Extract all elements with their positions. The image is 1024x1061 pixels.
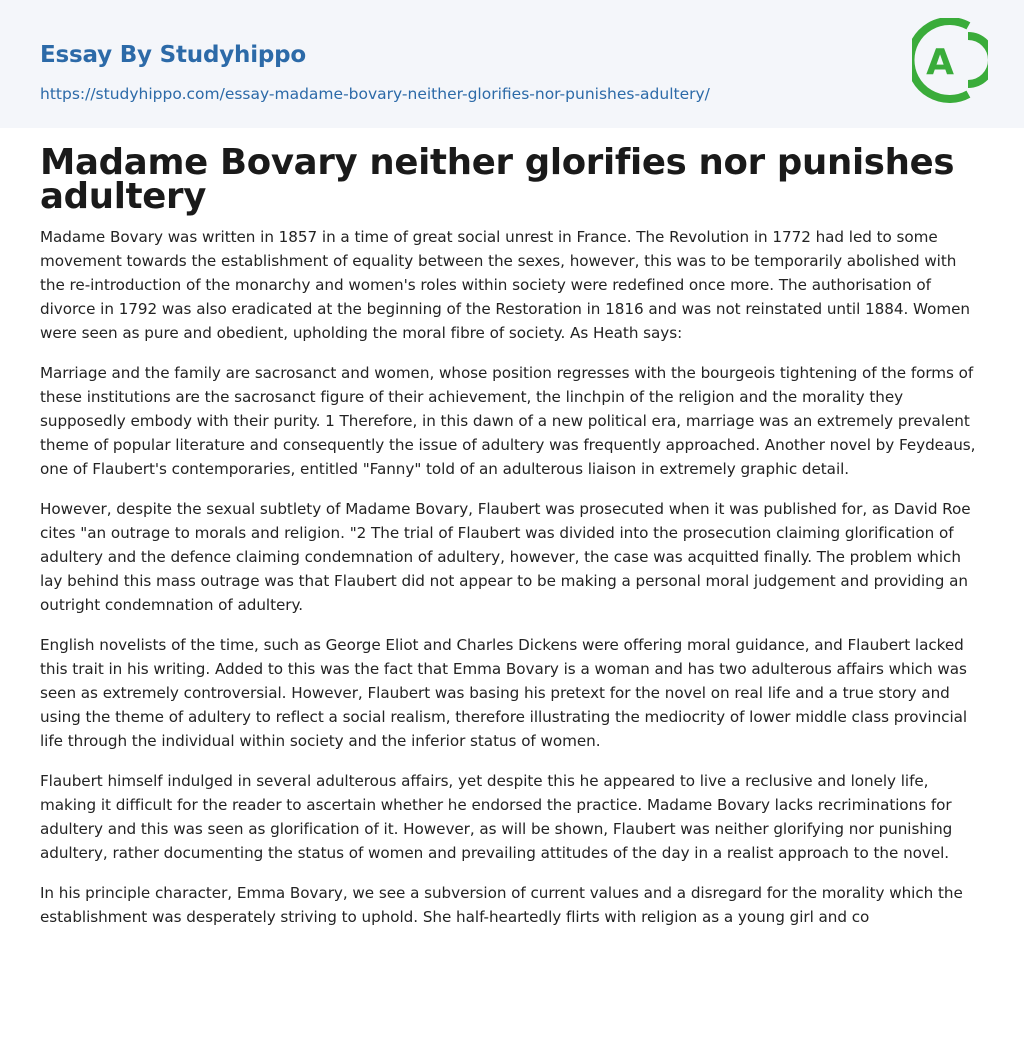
article-paragraph: In his principle character, Emma Bovary, we see a subversion of current values and a disregard for the morality which the establishment was desperately striving to uphold. She half-heartedly flirts with religion as a young girl and co xyxy=(40,884,963,926)
article-paragraph: Madame Bovary was written in 1857 in a time of great social unrest in France. The Revolution in 1772 had led to some movement towards the establishment of equality between the sexes, however, this was to be temporarily abolished with the re-introduction of the monarchy and women's roles within society were redefined once more. The authorisation of divorce in 1792 was also eradicated at the beginning of the Restoration in 1816 and was not reinstated until 1884. Women were seen as pure and obedient, upholding the moral fibre of society. As Heath says: xyxy=(40,228,970,342)
article-paragraph: English novelists of the time, such as George Eliot and Charles Dickens were offering moral guidance, and Flaubert lacked this trait in his writing. Added to this was the fact that Emma Bovary is a woman and has two adulterous affairs which was seen as extremely controversial. However, Flaubert was basing his pretext for the novel on real life and a true story and using the theme of adultery to reflect a social realism, therefore illustrating the mediocrity of lower middle class provincial life through the individual within society and the inferior status of women. xyxy=(40,636,968,750)
studyhippo-logo-icon[interactable] xyxy=(912,18,988,106)
article-paragraph: However, despite the sexual subtlety of Madame Bovary, Flaubert was prosecuted when it was published for, as David Roe cites "an outrage to morals and religion. "2 The trial of Flaubert was divided into the prosecution claiming glorification of adultery and the defence claiming condemnation of adultery, however, the case was acquitted finally. The problem which lay behind this mass outrage was that Flaubert did not appear to be making a personal moral judgement and providing an outright condemnation of adultery. xyxy=(40,500,971,614)
logo-letter: A xyxy=(926,42,954,83)
site-brand[interactable]: Essay By Studyhippo xyxy=(40,42,307,68)
essay-url-link[interactable]: https://studyhippo.com/essay-madame-bovary-neither-glorifies-nor-punishes-adultery/ xyxy=(40,85,710,103)
site-header xyxy=(0,0,1024,128)
article-paragraph: Flaubert himself indulged in several adulterous affairs, yet despite this he appeared to live a reclusive and lonely life, making it difficult for the reader to ascertain whether he endorsed the practice. Madame Bovary lacks recriminations for adultery and this was seen as glorification of it. However, as will be shown, Flaubert was neither glorifying nor punishing adultery, rather documenting the status of women and prevailing attitudes of the day in a realist approach to the novel. xyxy=(40,772,953,862)
article xyxy=(40,142,984,945)
article-title: Madame Bovary neither glorifies nor punishes adultery xyxy=(40,142,955,217)
article-paragraph: Marriage and the family are sacrosanct and women, whose position regresses with the bourgeois tightening of the forms of these institutions are the sacrosanct figure of their achievement, the linchpin of the religion and the morality they supposedly embody with their purity. 1 Therefore, in this dawn of a new political era, marriage was an extremely prevalent theme of popular literature and consequently the issue of adultery was frequently approached. Another novel by Feydeaus, one of Flaubert's contemporaries, entitled "Fanny" told of an adulterous liaison in extremely graphic detail. xyxy=(40,364,976,478)
